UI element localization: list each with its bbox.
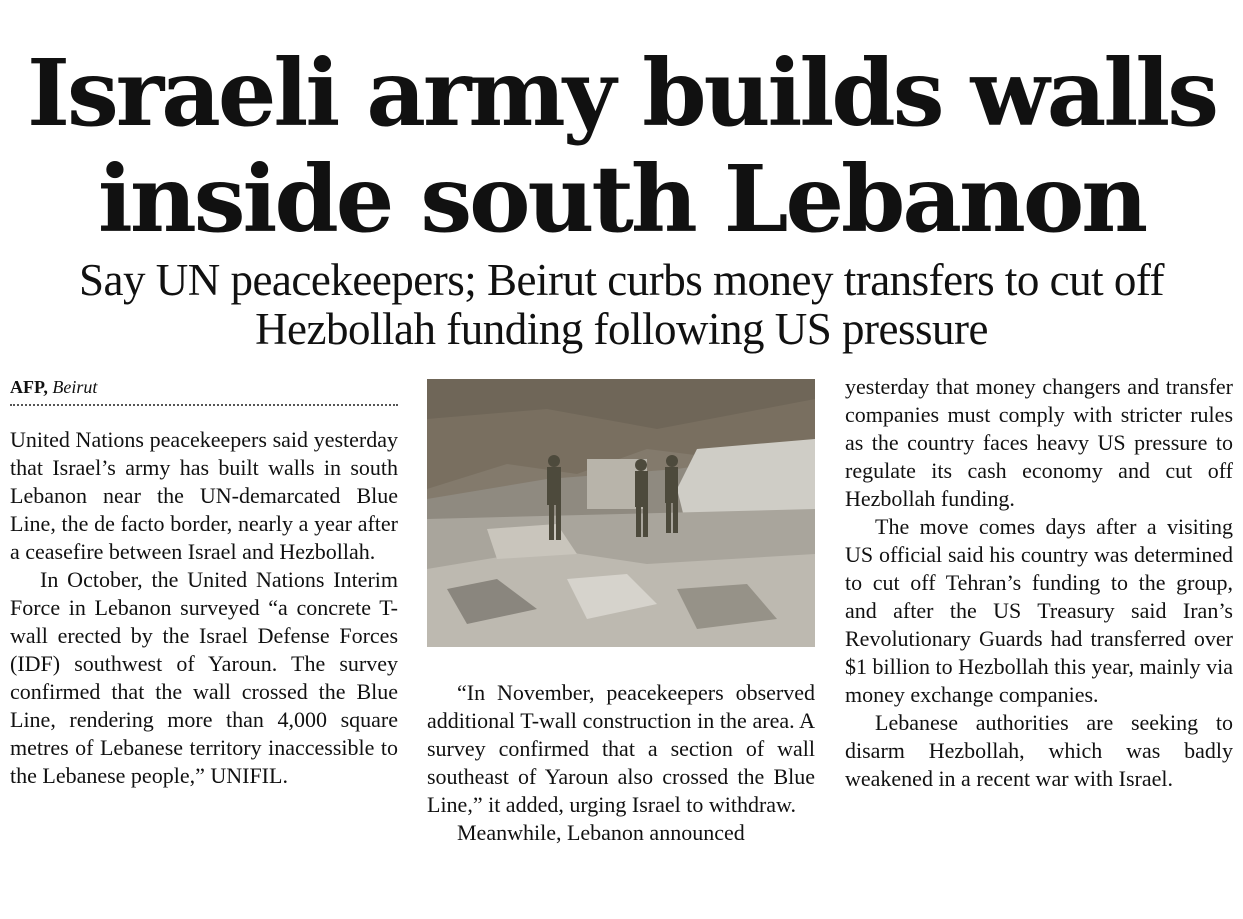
soldiers-in-rubble-photo: [427, 379, 815, 647]
byline-agency: AFP,: [10, 377, 48, 397]
article-column-3: [845, 373, 1233, 793]
subheadline-line-1: Say UN peacekeepers; Beirut curbs money transfers to cut off: [78, 255, 1165, 305]
headline-line-1: Israeli army builds walls: [26, 39, 1217, 147]
article-paragraph: In October, the United Nations Interim Force in Lebanon surveyed “a concrete T-wall erected by the Israel Defense Forces (IDF) southwest of Yaroun. The survey confirmed that the wall crossed the Blue Line, rendering more than 4,000 square metres of Lebanese territory inaccessible to the Lebanese people,” UNIFIL.: [10, 567, 398, 788]
article-paragraph: United Nations peacekeepers said yesterday that Israel’s army has built walls in south Lebanon near the UN-demarcated Blue Line, the de facto border, nearly a year after a ceasefire between Israel and Hezbollah.: [10, 427, 398, 564]
article-column-1: [10, 426, 398, 790]
subheadline: [0, 256, 1243, 354]
article-paragraph: yesterday that money changers and transfer companies must comply with stricter rules as the country faces heavy US pressure to regulate its cash economy and cut off Hezbollah funding.: [845, 374, 1233, 511]
byline-dateline: Beirut: [52, 377, 98, 397]
headline-line-2: inside south Lebanon: [97, 145, 1146, 253]
article-paragraph: “In November, peacekeepers observed additional T-wall construction in the area. A survey confirmed that a section of wall southeast of Yaroun also crossed the Blue Line,” it added, urging Israel to withdraw.: [427, 680, 815, 817]
article-photo: [427, 379, 815, 647]
article-paragraph: Meanwhile, Lebanon announced: [457, 820, 745, 845]
subheadline-line-2: Hezbollah funding following US pressure: [255, 304, 988, 354]
article-paragraph: Lebanese authorities are seeking to disarm Hezbollah, which was badly weakened in a recent war with Israel.: [845, 710, 1233, 791]
article-paragraph: The move comes days after a visiting US official said his country was determined to cut off Tehran’s funding to the group, and after the US Treasury said Iran’s Revolutionary Guards had transferred over $1 billion to Hezbollah this year, mainly via money exchange companies.: [845, 514, 1233, 707]
headline: [0, 40, 1243, 252]
article-column-2: [427, 679, 815, 847]
byline: [10, 376, 398, 406]
